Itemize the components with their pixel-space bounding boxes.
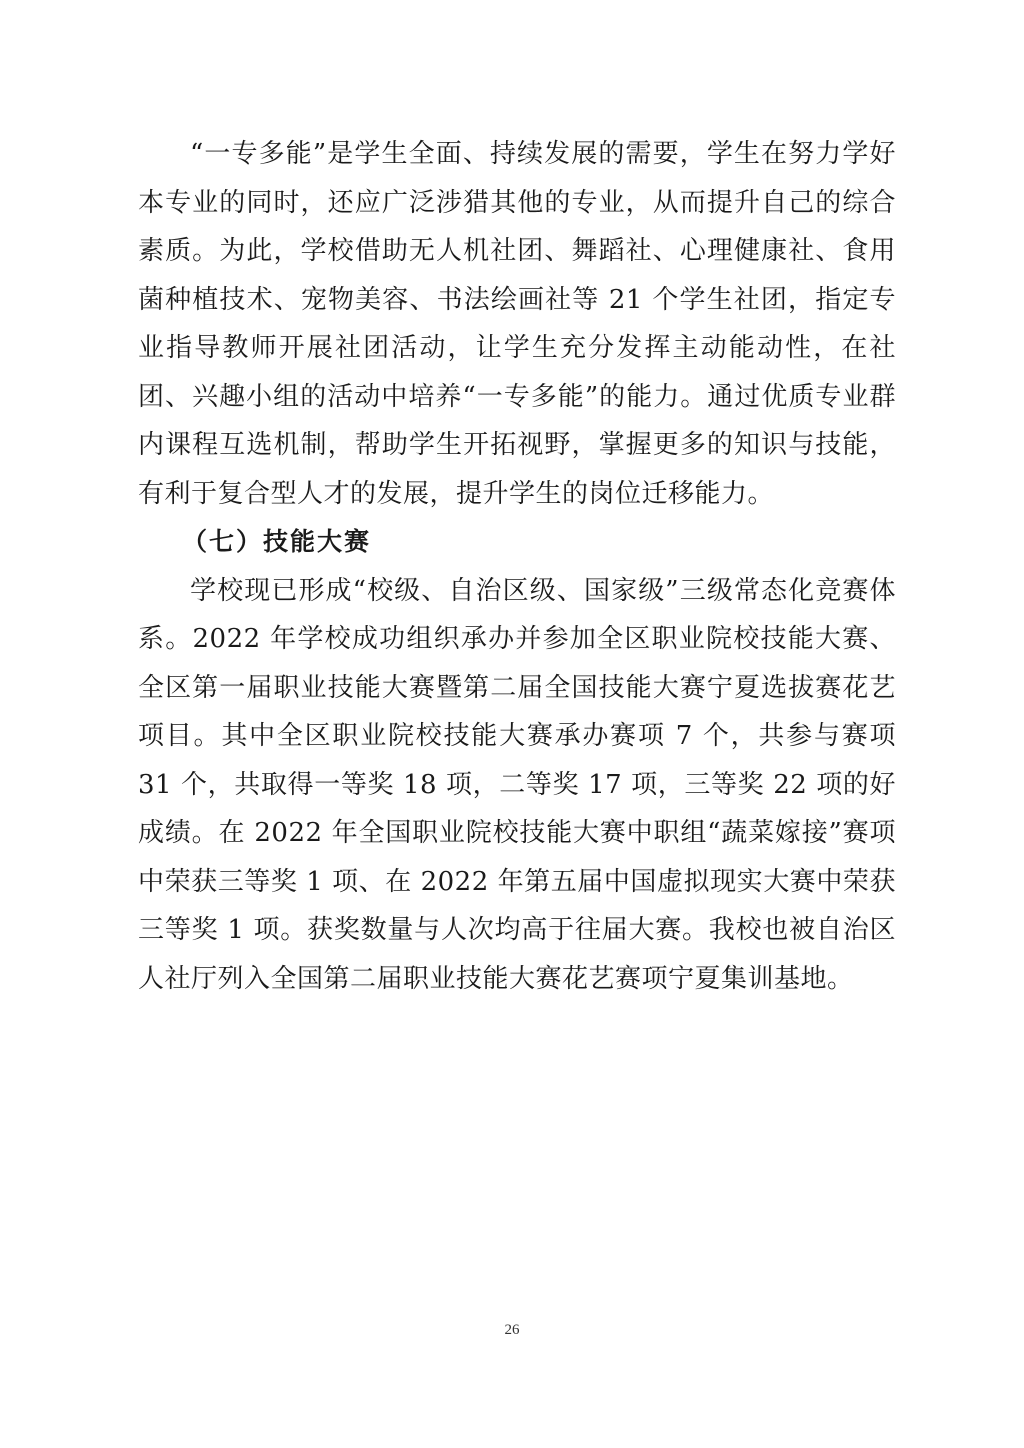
page-body [138, 130, 896, 1003]
body-paragraph: 学校现已形成“校级、自治区级、国家级”三级常态化竞赛体系。2022 年学校成功组织承办并参加全区职业院校技能大赛、全区第一届职业技能大赛暨第二届全国技能大赛宁夏选拔赛花艺项目。其中全区职业院校技能大赛承办赛项 7 个，共参与赛项 31 个，共取得一等奖 18 项，二等奖 17 项，三等奖 22 项的好成绩。在 2022 年全国职业院校技能大赛中职组“蔬菜嫁接”赛项中荣获三等奖 1 项、在 2022 年第五届中国虚拟现实大赛中荣获三等奖 1 项。获奖数量与人次均高于往届大赛。我校也被自治区人社厅列入全国第二届职业技能大赛花艺赛项宁夏集训基地。 [138, 575, 896, 994]
body-paragraph: “一专多能”是学生全面、持续发展的需要，学生在努力学好本专业的同时，还应广泛涉猎其他的专业，从而提升自己的综合素质。为此，学校借助无人机社团、舞蹈社、心理健康社、食用菌种植技术、宠物美容、书法绘画社等 21 个学生社团，指定专业指导教师开展社团活动，让学生充分发挥主动能动性，在社团、兴趣小组的活动中培养“一专多能”的能力。通过优质专业群内课程互选机制，帮助学生开拓视野，掌握更多的知识与技能，有利于复合型人才的发展，提升学生的岗位迁移能力。 [138, 139, 896, 509]
section-heading: （七）技能大赛 [182, 527, 372, 556]
page-number: 26 [504, 1322, 520, 1338]
